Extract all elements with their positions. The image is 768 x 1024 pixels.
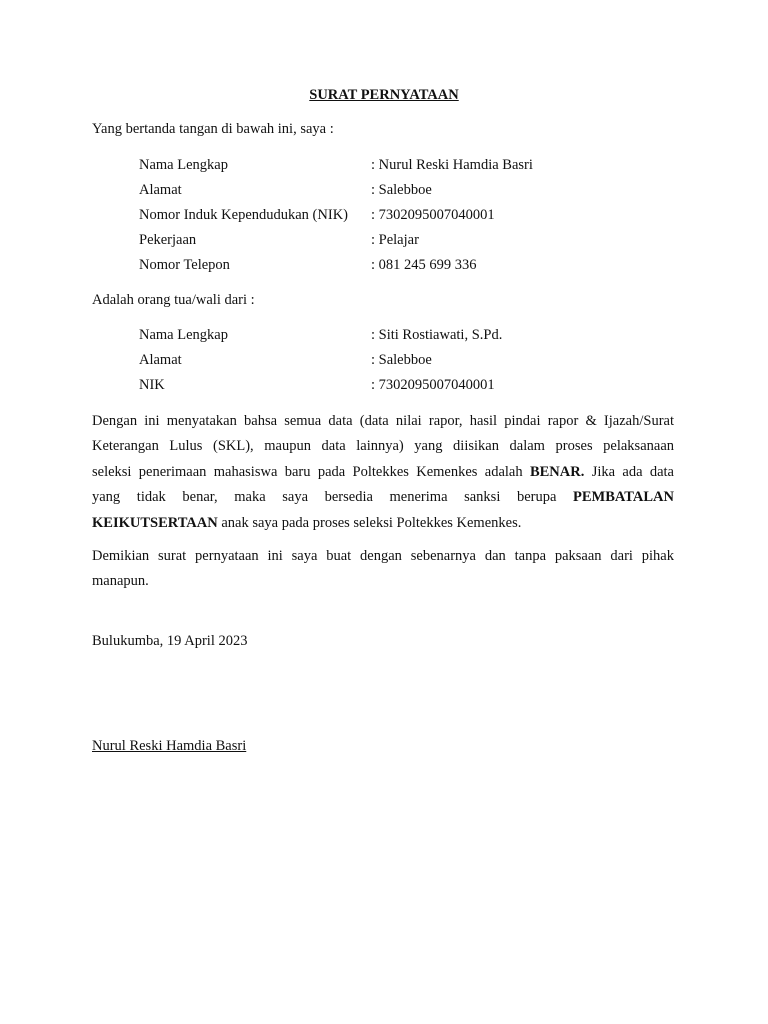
document-title: SURAT PERNYATAAN	[309, 87, 459, 103]
declarant-nik-value: : 7302095007040001	[371, 207, 495, 223]
declarant-row-address	[139, 182, 699, 202]
student-nik-value: : 7302095007040001	[371, 377, 495, 393]
student-row-nik	[139, 377, 699, 397]
student-name-value: : Siti Rostiawati, S.Pd.	[371, 327, 503, 343]
statement-emphasis-pembatalan: PEMBATALAN	[573, 489, 674, 506]
declarant-phone-label: Nomor Telepon	[139, 257, 230, 273]
statement-paragraph	[92, 409, 674, 536]
declarant-occupation-value: : Pelajar	[371, 232, 419, 248]
statement-emphasis-benar: BENAR.	[529, 463, 585, 480]
statement-line-5-text: anak saya pada proses seleksi Poltekkes Kemenkes.	[217, 514, 522, 531]
declarant-row-name	[139, 157, 699, 177]
signature-name: Nurul Reski Hamdia Basri	[92, 738, 247, 754]
student-row-name	[139, 327, 699, 347]
student-address-label: Alamat	[139, 352, 182, 368]
statement-line-4-text: yang tidak benar, maka saya bersedia menerima sanksi berupa	[92, 489, 574, 506]
closing-line-1: Demikian surat pernyataan ini saya buat dengan sebenarnya dan tanpa paksaan dari pihak	[92, 548, 674, 564]
guardian-intro-text: Adalah orang tua/wali dari :	[92, 292, 255, 308]
declarant-row-occupation	[139, 232, 699, 252]
declarant-name-value: : Nurul Reski Hamdia Basri	[371, 157, 533, 173]
declarant-nik-label: Nomor Induk Kependudukan (NIK)	[139, 207, 348, 223]
declarant-name-label: Nama Lengkap	[139, 157, 228, 173]
student-address-value: : Salebboe	[371, 352, 432, 368]
declarant-address-value: : Salebboe	[371, 182, 432, 198]
declarant-row-nik	[139, 207, 699, 227]
statement-line-3-tail: Jika ada data	[584, 463, 674, 480]
statement-line-3	[92, 460, 674, 485]
place-and-date: Bulukumba, 19 April 2023	[92, 633, 248, 649]
intro-text: Yang bertanda tangan di bawah ini, saya :	[92, 121, 334, 137]
statement-emphasis-keikutsertaan: KEIKUTSERTAAN	[92, 514, 218, 531]
student-nik-label: NIK	[139, 377, 165, 393]
closing-line-2: manapun.	[92, 573, 149, 590]
statement-line-2: Keterangan Lulus (SKL), maupun data lainnya) yang diisikan dalam proses pelaksanaan	[92, 438, 674, 455]
closing-paragraph	[92, 544, 674, 595]
statement-line-3-text: seleksi penerimaan mahasiswa baru pada Poltekkes Kemenkes adalah	[92, 463, 530, 480]
declarant-address-label: Alamat	[139, 182, 182, 198]
statement-line-4	[92, 485, 674, 510]
student-row-address	[139, 352, 699, 372]
declarant-occupation-label: Pekerjaan	[139, 232, 197, 248]
declarant-phone-value: : 081 245 699 336	[371, 257, 477, 273]
statement-line-5	[92, 511, 674, 536]
declarant-row-phone	[139, 257, 699, 277]
student-name-label: Nama Lengkap	[139, 327, 228, 343]
statement-line-1: Dengan ini menyatakan bahsa semua data (data nilai rapor, hasil pindai rapor & Ijazah/Surat	[92, 413, 674, 429]
